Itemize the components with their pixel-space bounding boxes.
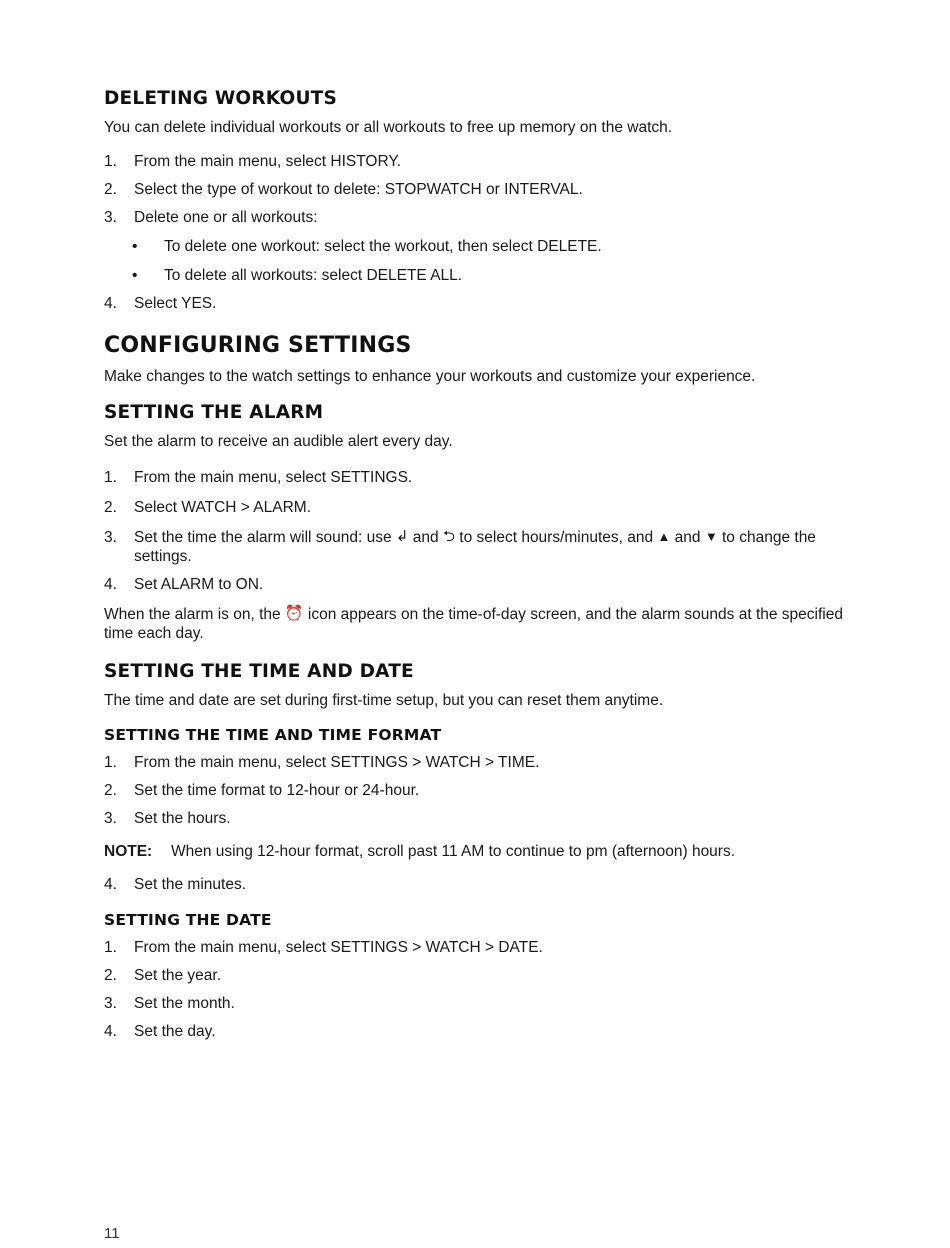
- step-number: 3.: [104, 529, 117, 546]
- step-text: Set the time format to 12-hour or 24-hour.: [134, 782, 420, 799]
- list-item: [104, 938, 844, 957]
- bullet-mark: •: [132, 238, 138, 255]
- step-text-part: and: [670, 529, 705, 546]
- step-number: 4.: [104, 295, 117, 312]
- list-item: [104, 809, 844, 828]
- configuring-settings-heading: CONFIGURING SETTINGS: [104, 333, 412, 358]
- list-item: [104, 994, 844, 1013]
- step-number: 4.: [104, 876, 117, 893]
- step-text: Set the day.: [134, 1023, 216, 1040]
- deleting-workouts-intro: You can delete individual workouts or all workouts to free up memory on the watch.: [104, 119, 673, 136]
- list-item: [104, 753, 844, 772]
- step-text: [134, 529, 816, 565]
- step-text: Select YES.: [134, 295, 217, 312]
- step-number: 1.: [104, 939, 117, 956]
- step-text: Set the minutes.: [134, 876, 247, 893]
- list-item: [104, 575, 844, 594]
- step-number: 3.: [104, 995, 117, 1012]
- step-text-part: to change the settings.: [134, 529, 816, 565]
- step-text: Set the year.: [134, 967, 222, 984]
- list-item: [104, 528, 844, 566]
- setting-alarm-intro: Set the alarm to receive an audible alert every day.: [104, 433, 453, 450]
- step-text: Set the month.: [134, 995, 235, 1012]
- step-number: 1.: [104, 469, 117, 486]
- paragraph-text-part: icon appears on the time-of-day screen, and the alarm sounds at the specified time each day.: [104, 606, 843, 642]
- time-format-heading: SETTING THE TIME AND TIME FORMAT: [104, 726, 442, 744]
- step-text: Delete one or all workouts:: [134, 209, 318, 226]
- list-item: [104, 1022, 844, 1041]
- page-number: 11: [104, 1225, 120, 1242]
- step-text-part: Set the time the alarm will sound: use: [134, 529, 396, 546]
- list-item: [104, 294, 844, 313]
- step-text-part: to select hours/minutes, and: [454, 529, 658, 546]
- step-text-part: and: [408, 529, 443, 546]
- up-triangle-icon: ▲: [657, 529, 671, 544]
- step-number: 1.: [104, 754, 117, 771]
- list-item: [104, 468, 844, 487]
- step-number: 2.: [104, 782, 117, 799]
- step-text: Select the type of workout to delete: STOPWATCH or INTERVAL.: [134, 181, 583, 198]
- alarm-note-paragraph: [104, 605, 844, 643]
- bullet-mark: •: [132, 267, 138, 284]
- note-label: NOTE:: [104, 843, 153, 860]
- note-text: When using 12-hour format, scroll past 11 AM to continue to pm (afternoon) hours.: [171, 843, 736, 860]
- step-number: 3.: [104, 209, 117, 226]
- step-text: Set the hours.: [134, 810, 231, 827]
- setting-alarm-heading: SETTING THE ALARM: [104, 402, 324, 423]
- step-number: 2.: [104, 967, 117, 984]
- alarm-clock-icon: ⏰: [284, 605, 304, 622]
- step-text: From the main menu, select SETTINGS.: [134, 469, 413, 486]
- list-item: [104, 208, 844, 227]
- bullet-text: To delete one workout: select the workout, then select DELETE.: [164, 238, 602, 255]
- step-number: 1.: [104, 153, 117, 170]
- enter-arrow-icon: ↲: [395, 528, 409, 545]
- configuring-settings-intro: Make changes to the watch settings to enhance your workouts and customize your experience.: [104, 368, 756, 385]
- manual-page: [104, 88, 844, 1041]
- note-box: [104, 842, 844, 861]
- list-item: [104, 875, 844, 894]
- step-number: 4.: [104, 1023, 117, 1040]
- deleting-workouts-heading: DELETING WORKOUTS: [104, 88, 338, 109]
- step-text: Select WATCH > ALARM.: [134, 499, 312, 516]
- list-item: [104, 966, 844, 985]
- paragraph-text-part: When the alarm is on, the: [104, 606, 285, 623]
- list-item: [104, 266, 844, 285]
- setting-date-heading: SETTING THE DATE: [104, 911, 272, 929]
- list-item: [104, 152, 844, 171]
- time-and-date-intro: The time and date are set during first-time setup, but you can reset them anytime.: [104, 692, 664, 709]
- time-and-date-heading: SETTING THE TIME AND DATE: [104, 661, 414, 682]
- step-text: From the main menu, select SETTINGS > WATCH > TIME.: [134, 754, 540, 771]
- list-item: [104, 781, 844, 800]
- list-item: [104, 180, 844, 199]
- step-text: Set ALARM to ON.: [134, 576, 264, 593]
- step-text: From the main menu, select HISTORY.: [134, 153, 402, 170]
- back-arrow-icon: ⮌: [442, 528, 455, 545]
- bullet-text: To delete all workouts: select DELETE ALL.: [164, 267, 463, 284]
- list-item: [104, 498, 844, 517]
- step-number: 4.: [104, 576, 117, 593]
- step-text: From the main menu, select SETTINGS > WATCH > DATE.: [134, 939, 543, 956]
- step-number: 2.: [104, 181, 117, 198]
- list-item: [104, 237, 844, 256]
- step-number: 2.: [104, 499, 117, 516]
- step-number: 3.: [104, 810, 117, 827]
- down-triangle-icon: ▼: [704, 529, 718, 544]
